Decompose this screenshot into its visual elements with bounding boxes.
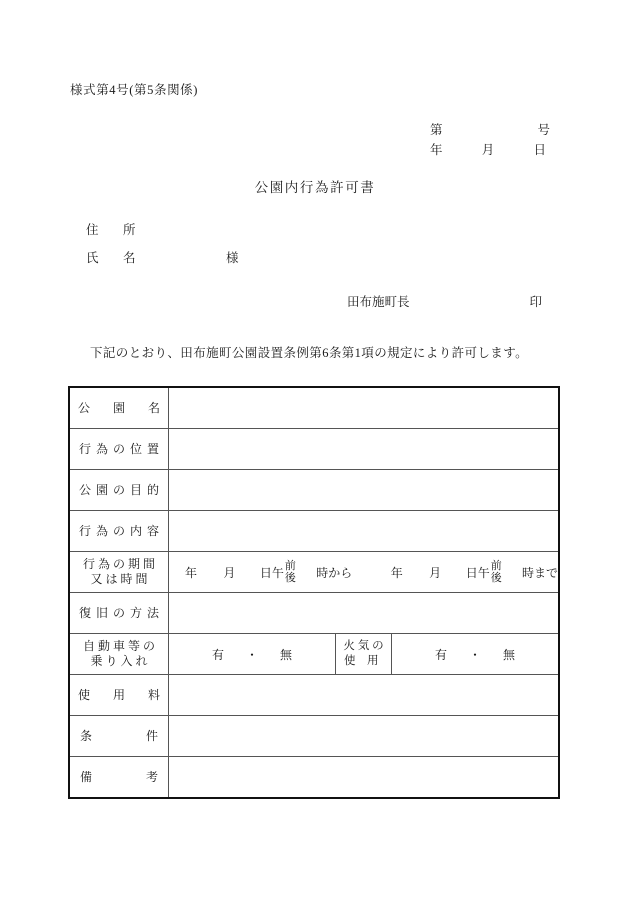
label-char: 条 xyxy=(80,728,93,743)
period-from-day: 日午 xyxy=(259,565,284,580)
row-value-usage-fee[interactable] xyxy=(169,675,560,716)
table-row xyxy=(69,511,559,552)
label-line-1: 自 動 車 等 の xyxy=(82,639,155,653)
table-row xyxy=(69,429,559,470)
label-char: 園 xyxy=(112,400,125,415)
document-number-prefix: 第 xyxy=(430,123,443,137)
label-char: の xyxy=(112,441,125,456)
label-char: の xyxy=(112,482,125,497)
label-char: 名 xyxy=(147,400,160,415)
table-row xyxy=(69,757,559,799)
fire-separator: ・ xyxy=(468,647,481,662)
label-char: 置 xyxy=(146,441,159,456)
label-text xyxy=(70,729,168,744)
label-char: 料 xyxy=(147,687,160,702)
document-date-row xyxy=(430,140,550,160)
label-text xyxy=(70,688,168,703)
label-char: 行 xyxy=(79,523,92,538)
row-value-restoration-method[interactable] xyxy=(169,593,560,634)
label-char: 園 xyxy=(95,482,108,497)
issuer-block xyxy=(347,292,542,310)
form-code: 様式第4号(第5条関係) xyxy=(70,83,199,97)
seal-mark: 印 xyxy=(529,295,542,309)
vehicle-separator: ・ xyxy=(245,647,258,662)
fire-yesno-cell[interactable] xyxy=(392,634,559,674)
period-to-day: 日午 xyxy=(465,565,490,580)
row-value-remarks[interactable] xyxy=(169,757,560,799)
label-char: 公 xyxy=(79,482,92,497)
label-char: 件 xyxy=(145,728,158,743)
table-row xyxy=(69,552,559,593)
address-line xyxy=(86,220,146,248)
fire-label-line-1: 火 気 の xyxy=(343,640,384,652)
label-char: 法 xyxy=(146,605,159,620)
period-fields xyxy=(169,560,558,585)
label-char: 用 xyxy=(112,687,125,702)
label-char: 備 xyxy=(80,769,93,784)
issuer-name: 田布施町長 xyxy=(347,295,410,309)
label-line-2: 乗 り 入 れ xyxy=(90,654,148,668)
period-to-month: 月 xyxy=(429,565,442,580)
period-to-year: 年 xyxy=(390,565,403,580)
label-text xyxy=(70,557,168,587)
row-value-vehicle-entry xyxy=(169,634,560,675)
row-value-activity-content[interactable] xyxy=(169,511,560,552)
table-row xyxy=(69,387,559,429)
label-char: 行 xyxy=(79,441,92,456)
fire-no[interactable]: 無 xyxy=(503,647,516,662)
label-text xyxy=(70,442,168,457)
label-text xyxy=(70,483,168,498)
table-row xyxy=(69,675,559,716)
table-row xyxy=(69,634,559,675)
label-char: 位 xyxy=(129,441,142,456)
label-line-2: 又 は 時 間 xyxy=(90,572,148,586)
label-text xyxy=(70,639,168,669)
row-label-park-purpose xyxy=(69,470,169,511)
period-from-ampm[interactable] xyxy=(285,560,296,585)
vehicle-yesno xyxy=(169,646,335,663)
label-char: 為 xyxy=(95,441,108,456)
period-from-hour: 時から xyxy=(316,565,353,580)
pm-label: 後 xyxy=(284,572,296,584)
period-from-year: 年 xyxy=(185,565,198,580)
fire-yes[interactable]: 有 xyxy=(434,647,447,662)
period-from-month: 月 xyxy=(223,565,236,580)
label-char: の xyxy=(112,605,125,620)
document-number-suffix: 号 xyxy=(537,123,550,137)
label-char: 使 xyxy=(78,687,91,702)
row-label-usage-fee xyxy=(69,675,169,716)
label-char: 方 xyxy=(129,605,142,620)
label-char: 復 xyxy=(79,605,92,620)
label-char: 為 xyxy=(95,523,108,538)
label-char: の xyxy=(112,523,125,538)
permit-statement: 下記のとおり、田布施町公園設置条例第6条第1項の規定により許可します。 xyxy=(90,346,529,360)
label-text xyxy=(70,606,168,621)
label-char: 容 xyxy=(146,523,159,538)
vehicle-subrow xyxy=(169,634,558,674)
fire-label-text xyxy=(336,639,391,669)
vehicle-subtable xyxy=(169,634,558,674)
row-value-park-purpose[interactable] xyxy=(169,470,560,511)
label-char: 旧 xyxy=(95,605,108,620)
address-label: 住 所 xyxy=(86,223,142,237)
row-value-conditions[interactable] xyxy=(169,716,560,757)
row-label-activity-period xyxy=(69,552,169,593)
document-number-row xyxy=(430,120,550,140)
row-label-conditions xyxy=(69,716,169,757)
table-row xyxy=(69,716,559,757)
row-label-restoration-method xyxy=(69,593,169,634)
page-title: 公園内行為許可書 xyxy=(254,180,376,195)
table-row xyxy=(69,593,559,634)
date-month-label: 月 xyxy=(481,143,495,157)
period-to-ampm[interactable] xyxy=(491,560,502,585)
row-label-vehicle-entry xyxy=(69,634,169,675)
row-value-park-name[interactable] xyxy=(169,387,560,429)
vehicle-yesno-cell[interactable] xyxy=(169,634,336,674)
row-label-park-name xyxy=(69,387,169,429)
permit-table xyxy=(68,386,560,799)
row-label-activity-content xyxy=(69,511,169,552)
fire-use-label xyxy=(336,634,392,674)
label-line-1: 行 為 の 期 間 xyxy=(82,557,155,571)
label-text xyxy=(70,401,168,416)
period-to-hour: 時まで xyxy=(522,565,559,580)
row-label-remarks xyxy=(69,757,169,799)
addressee-block xyxy=(86,220,239,276)
honorific-label: 様 xyxy=(226,251,239,265)
document-number-block xyxy=(430,120,550,160)
pm-label: 後 xyxy=(490,572,502,584)
date-day-label: 日 xyxy=(533,143,546,157)
vehicle-yes[interactable]: 有 xyxy=(211,647,224,662)
fire-label-line-2: 使 用 xyxy=(344,655,379,667)
label-char: 内 xyxy=(129,523,142,538)
table-row xyxy=(69,470,559,511)
label-text xyxy=(70,524,168,539)
am-label: 前 xyxy=(284,559,296,572)
name-line xyxy=(86,248,239,276)
vehicle-no[interactable]: 無 xyxy=(280,647,293,662)
row-value-activity-period[interactable] xyxy=(169,552,560,593)
date-year-label: 年 xyxy=(430,143,443,157)
label-char: 考 xyxy=(145,769,158,784)
label-char: 公 xyxy=(78,400,91,415)
label-char: 的 xyxy=(146,482,159,497)
row-label-activity-location xyxy=(69,429,169,470)
fire-yesno xyxy=(392,646,558,663)
label-char: 目 xyxy=(129,482,142,497)
name-label: 氏 名 xyxy=(86,251,142,265)
row-value-activity-location[interactable] xyxy=(169,429,560,470)
label-text xyxy=(70,770,168,785)
am-label: 前 xyxy=(490,559,502,572)
